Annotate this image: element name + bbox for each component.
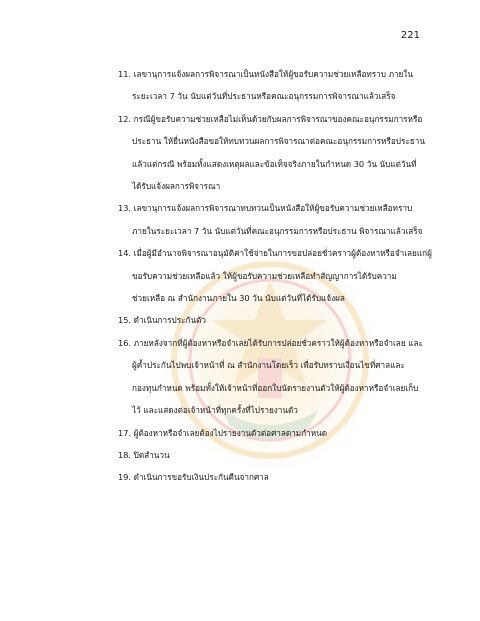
item-number: 13. bbox=[118, 203, 132, 214]
item-text-line: เลขานุการแจ้งผลการพิจารณาทบทวนเป็นหนังสือให้ผู้ขอรับความช่วยเหลือทราบ bbox=[133, 203, 413, 214]
item-text-line: เมื่อผู้มีอำนาจพิจารณาอนุมัติค่าใช้จ่ายในการขอปล่อยชั่วคราวผู้ต้องหาหรือจำเลยแก่ผู้ bbox=[133, 248, 432, 259]
item-text-line: ได้รับแจ้งผลการพิจารณา bbox=[132, 181, 221, 192]
item-text-line: ประธาน ให้ยื่นหนังสือขอให้ทบทวนผลการพิจารณาต่อคณะอนุกรรมการหรือประธาน bbox=[132, 136, 425, 147]
item-number: 18. bbox=[118, 449, 132, 460]
item-text-line: เลขานุการแจ้งผลการพิจารณาเป็นหนังสือให้ผู้ขอรับความช่วยเหลือทราบ ภายใน bbox=[133, 69, 413, 79]
list-item bbox=[118, 197, 448, 242]
item-number: 19. bbox=[118, 472, 132, 483]
item-text-line: ขอรับความช่วยเหลือแล้ว ให้ผู้ขอรับความช่วยเหลือทำสัญญาการได้รับความ bbox=[132, 270, 397, 281]
item-number: 17. bbox=[118, 427, 132, 438]
item-text-line: ช่วยเหลือ ณ สำนักงานภายใน 30 วัน นับแต่วันที่ได้รับแจ้งผล bbox=[132, 293, 345, 304]
list-item bbox=[118, 242, 448, 309]
item-text-line: กรณีผู้ขอรับความช่วยเหลือไม่เห็นด้วยกับผลการพิจารณาของคณะอนุกรรมการหรือ bbox=[133, 113, 423, 124]
item-number: 11. bbox=[118, 69, 132, 79]
list-item bbox=[118, 444, 448, 466]
list-item bbox=[118, 332, 448, 422]
item-number: 15. bbox=[118, 315, 132, 326]
item-text-line: ภายหลังจากที่ผู้ต้องหาหรือจำเลยได้รับการปล่อยชั่วคราวให้ผู้ต้องหาหรือจำเลย และ bbox=[133, 337, 423, 348]
item-number: 16. bbox=[118, 337, 132, 348]
item-text-line: ดำเนินการขอรับเงินประกันคืนจากศาล bbox=[133, 472, 269, 483]
item-number: 14. bbox=[118, 248, 132, 259]
list-item bbox=[118, 466, 448, 488]
item-text-line: กองทุนกำหนด พร้อมทั้งให้เจ้าหน้าที่ออกใบนัดรายงานตัวให้ผู้ต้องหาหรือจำเลยเก็บ bbox=[132, 382, 419, 393]
page-number: 221 bbox=[400, 30, 420, 41]
list-item bbox=[118, 63, 448, 108]
item-text-line: ปิดสำนวน bbox=[133, 449, 170, 460]
item-text-line: ผู้ค้ำประกันไปพบเจ้าหน้าที่ ณ สำนักงานโดยเร็ว เพื่อรับทราบเงื่อนไขที่ศาลและ bbox=[132, 360, 405, 371]
list-item bbox=[118, 309, 448, 331]
list-item bbox=[118, 422, 448, 444]
item-number: 12. bbox=[118, 113, 132, 124]
item-text-line: ภายในระยะเวลา 7 วัน นับแต่วันที่คณะอนุกรรมการหรือประธาน พิจารณาแล้วเสร็จ bbox=[132, 225, 423, 236]
procedure-list bbox=[118, 63, 448, 489]
list-item bbox=[118, 108, 448, 198]
item-text-line: แล้วแต่กรณี พร้อมทั้งแสดงเหตุผลและข้อเท็จจริงภายในกำหนด 30 วัน นับแต่วันที่ bbox=[132, 158, 417, 169]
item-text-line: ดำเนินการประกันตัว bbox=[133, 315, 206, 326]
item-text-line: ไว้ และแสดงต่อเจ้าหน้าที่ทุกครั้งที่ไปรายงานตัว bbox=[132, 405, 298, 416]
item-text-line: ผู้ต้องหาหรือจำเลยต้องไปรายงานตัวต่อศาลตามกำหนด bbox=[133, 427, 328, 438]
item-text-line: ระยะเวลา 7 วัน นับแต่วันที่ประธานหรือคณะอนุกรรมการพิจารณาแล้วเสร็จ bbox=[132, 91, 396, 102]
